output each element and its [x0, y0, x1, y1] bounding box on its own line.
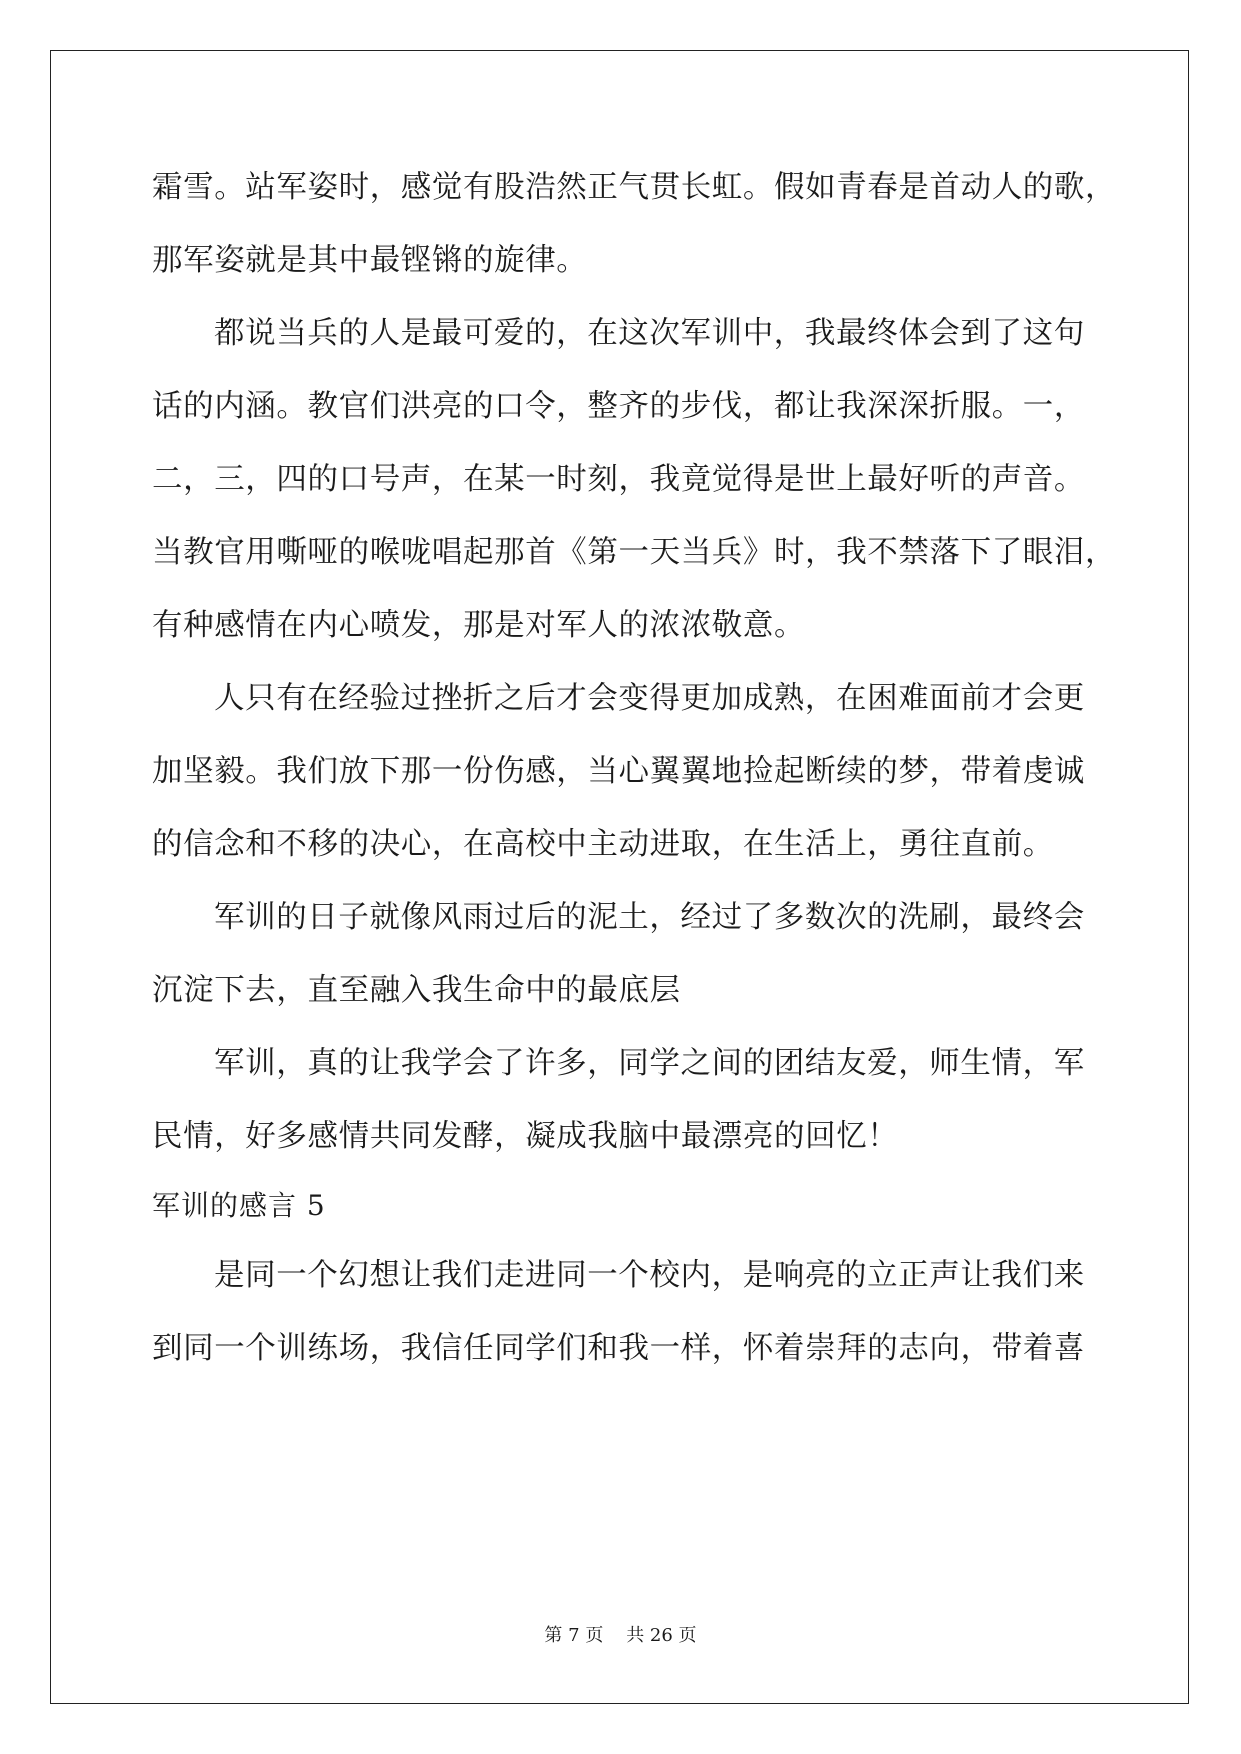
paragraph-start-line: 是同一个幻想让我们走进同一个校内，是响亮的立正声让我们来 — [214, 1258, 1085, 1293]
text-line: 有种感情在内心喷发，那是对军人的浓浓敬意。 — [152, 608, 806, 643]
text-line: 霜雪。站军姿时，感觉有股浩然正气贯长虹。假如青春是首动人的歌， — [152, 170, 1117, 205]
text-line: 话的内涵。教官们洪亮的口令，整齐的步伐，都让我深深折服。一， — [152, 389, 1085, 424]
paragraph-start-line: 军训的日子就像风雨过后的泥土，经过了多数次的洗刷，最终会 — [214, 900, 1085, 935]
text-line: 沉淀下去，直至融入我生命中的最底层 — [152, 973, 681, 1008]
page-number-footer: 第 7 页 共 26 页 — [544, 1625, 697, 1646]
text-line: 那军姿就是其中最铿锵的旋律。 — [152, 243, 588, 278]
text-line: 的信念和不移的决心，在高校中主动进取，在生活上，勇往直前。 — [152, 827, 1054, 862]
text-line: 到同一个训练场，我信任同学们和我一样，怀着崇拜的志向，带着喜 — [152, 1331, 1085, 1366]
paragraph-start-line: 都说当兵的人是最可爱的，在这次军训中，我最终体会到了这句 — [214, 316, 1085, 351]
section-heading: 军训的感言 5 — [152, 1189, 326, 1222]
paragraph-start-line: 人只有在经验过挫折之后才会变得更加成熟，在困难面前才会更 — [214, 681, 1085, 716]
text-line: 加坚毅。我们放下那一份伤感，当心翼翼地捡起断续的梦，带着虔诚 — [152, 754, 1085, 789]
text-line: 当教官用嘶哑的喉咙唱起那首《第一天当兵》时，我不禁落下了眼泪， — [152, 535, 1117, 570]
paragraph-start-line: 军训，真的让我学会了许多，同学之间的团结友爱，师生情，军 — [214, 1046, 1085, 1081]
text-line: 二，三，四的口号声，在某一时刻，我竟觉得是世上最好听的声音。 — [152, 462, 1085, 497]
page-border — [50, 50, 1189, 1704]
text-line: 民情，好多感情共同发酵，凝成我脑中最漂亮的回忆！ — [152, 1119, 899, 1154]
